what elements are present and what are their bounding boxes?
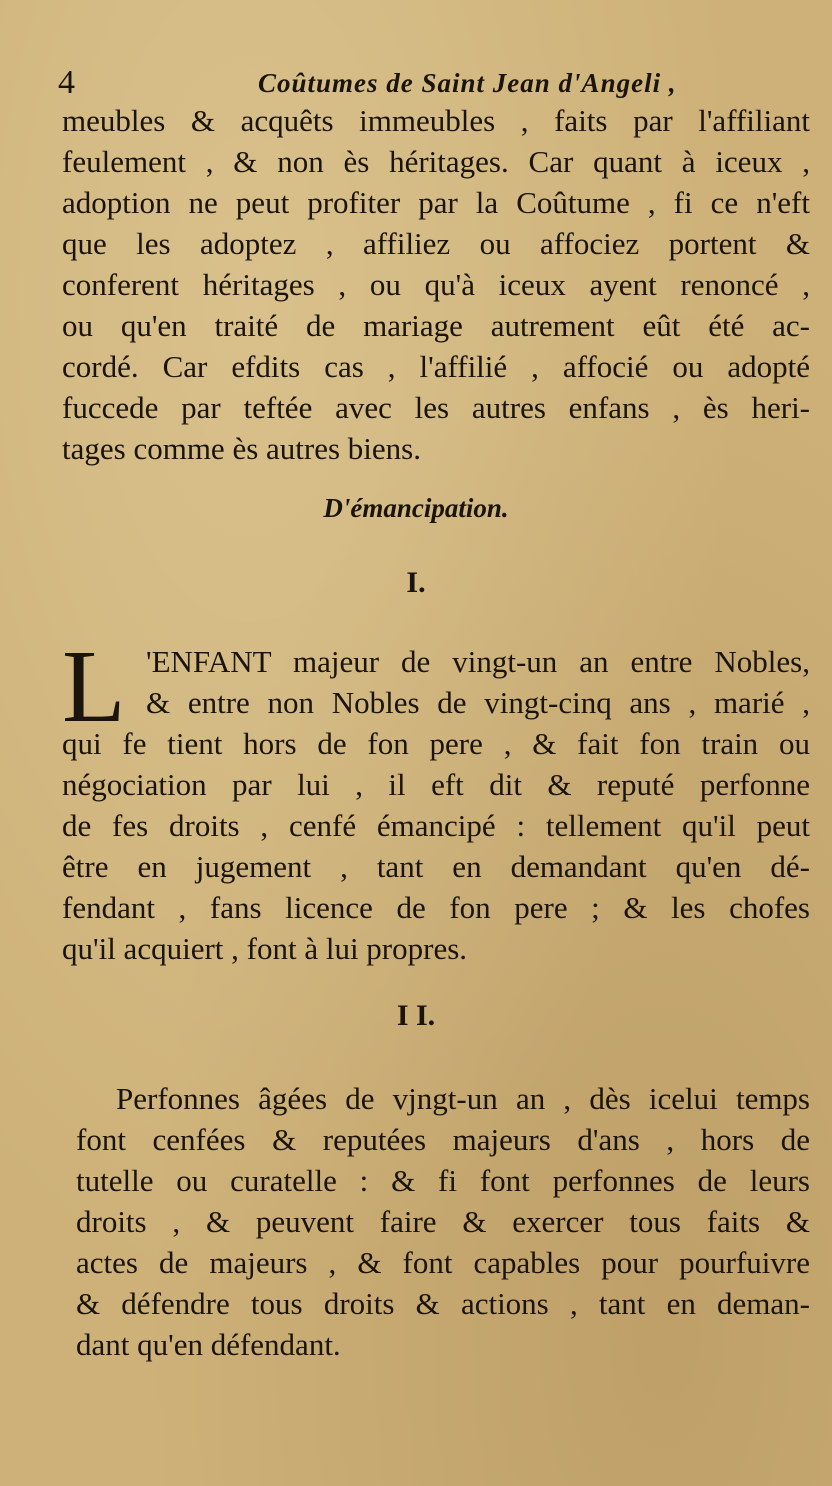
text-line: qui fe tient hors de fon pere , & fait fon train ou	[62, 726, 810, 761]
text-line: fendant , fans licence de fon pere ; & les chofes	[62, 890, 810, 925]
text-line: 'ENFANT majeur de vingt-un an entre Nobles,	[146, 644, 810, 679]
text-line: négociation par lui , il eft dit & reputé perfonne	[62, 767, 810, 802]
text-line: meubles & acquêts immeubles , faits par l'affiliant	[62, 103, 810, 138]
text-line: fuccede par teftée avec les autres enfans , ès heri-	[62, 390, 810, 425]
text-line: adoption ne peut profiter par la Coûtume , fi ce n'eft	[62, 185, 810, 220]
text-line: que les adoptez , affiliez ou affociez portent &	[62, 226, 810, 261]
section-title: D'émancipation.	[323, 493, 509, 523]
article-number-1: I.	[406, 566, 426, 599]
text-line: Perfonnes âgées de vjngt-un an , dès icelui temps	[116, 1081, 810, 1116]
text-line: ou qu'en traité de mariage autrement eût été ac-	[62, 308, 810, 343]
article-number-2: I I.	[396, 999, 436, 1032]
text-line: tutelle ou curatelle : & fi font perfonnes de leurs	[76, 1163, 810, 1198]
text-line: & défendre tous droits & actions , tant en deman-	[76, 1286, 810, 1321]
running-title: Coûtumes de Saint Jean d'Angeli ,	[258, 68, 677, 98]
text-line: font cenfées & reputées majeurs d'ans , hors de	[76, 1122, 810, 1157]
text-line: de fes droits , cenfé émancipé : tellement qu'il peut	[62, 808, 810, 843]
page-number: 4	[58, 64, 75, 101]
text-line: actes de majeurs , & font capables pour pourfuivre	[76, 1245, 810, 1280]
text-line: qu'il acquiert , font à lui propres.	[62, 931, 468, 966]
text-line: dant qu'en défendant.	[76, 1327, 341, 1362]
text-line: feulement , & non ès héritages. Car quant à iceux ,	[62, 144, 810, 179]
text-line: tages comme ès autres biens.	[62, 431, 421, 466]
text-line: cordé. Car efdits cas , l'affilié , affocié ou adopté	[62, 349, 810, 384]
text-line: droits , & peuvent faire & exercer tous faits &	[76, 1204, 810, 1239]
text-line: être en jugement , tant en demandant qu'en dé-	[62, 849, 810, 884]
text-line: & entre non Nobles de vingt-cinq ans , marié ,	[146, 685, 810, 720]
text-line: conferent héritages , ou qu'à iceux ayent renoncé ,	[62, 267, 810, 302]
drop-cap: L	[62, 629, 126, 744]
